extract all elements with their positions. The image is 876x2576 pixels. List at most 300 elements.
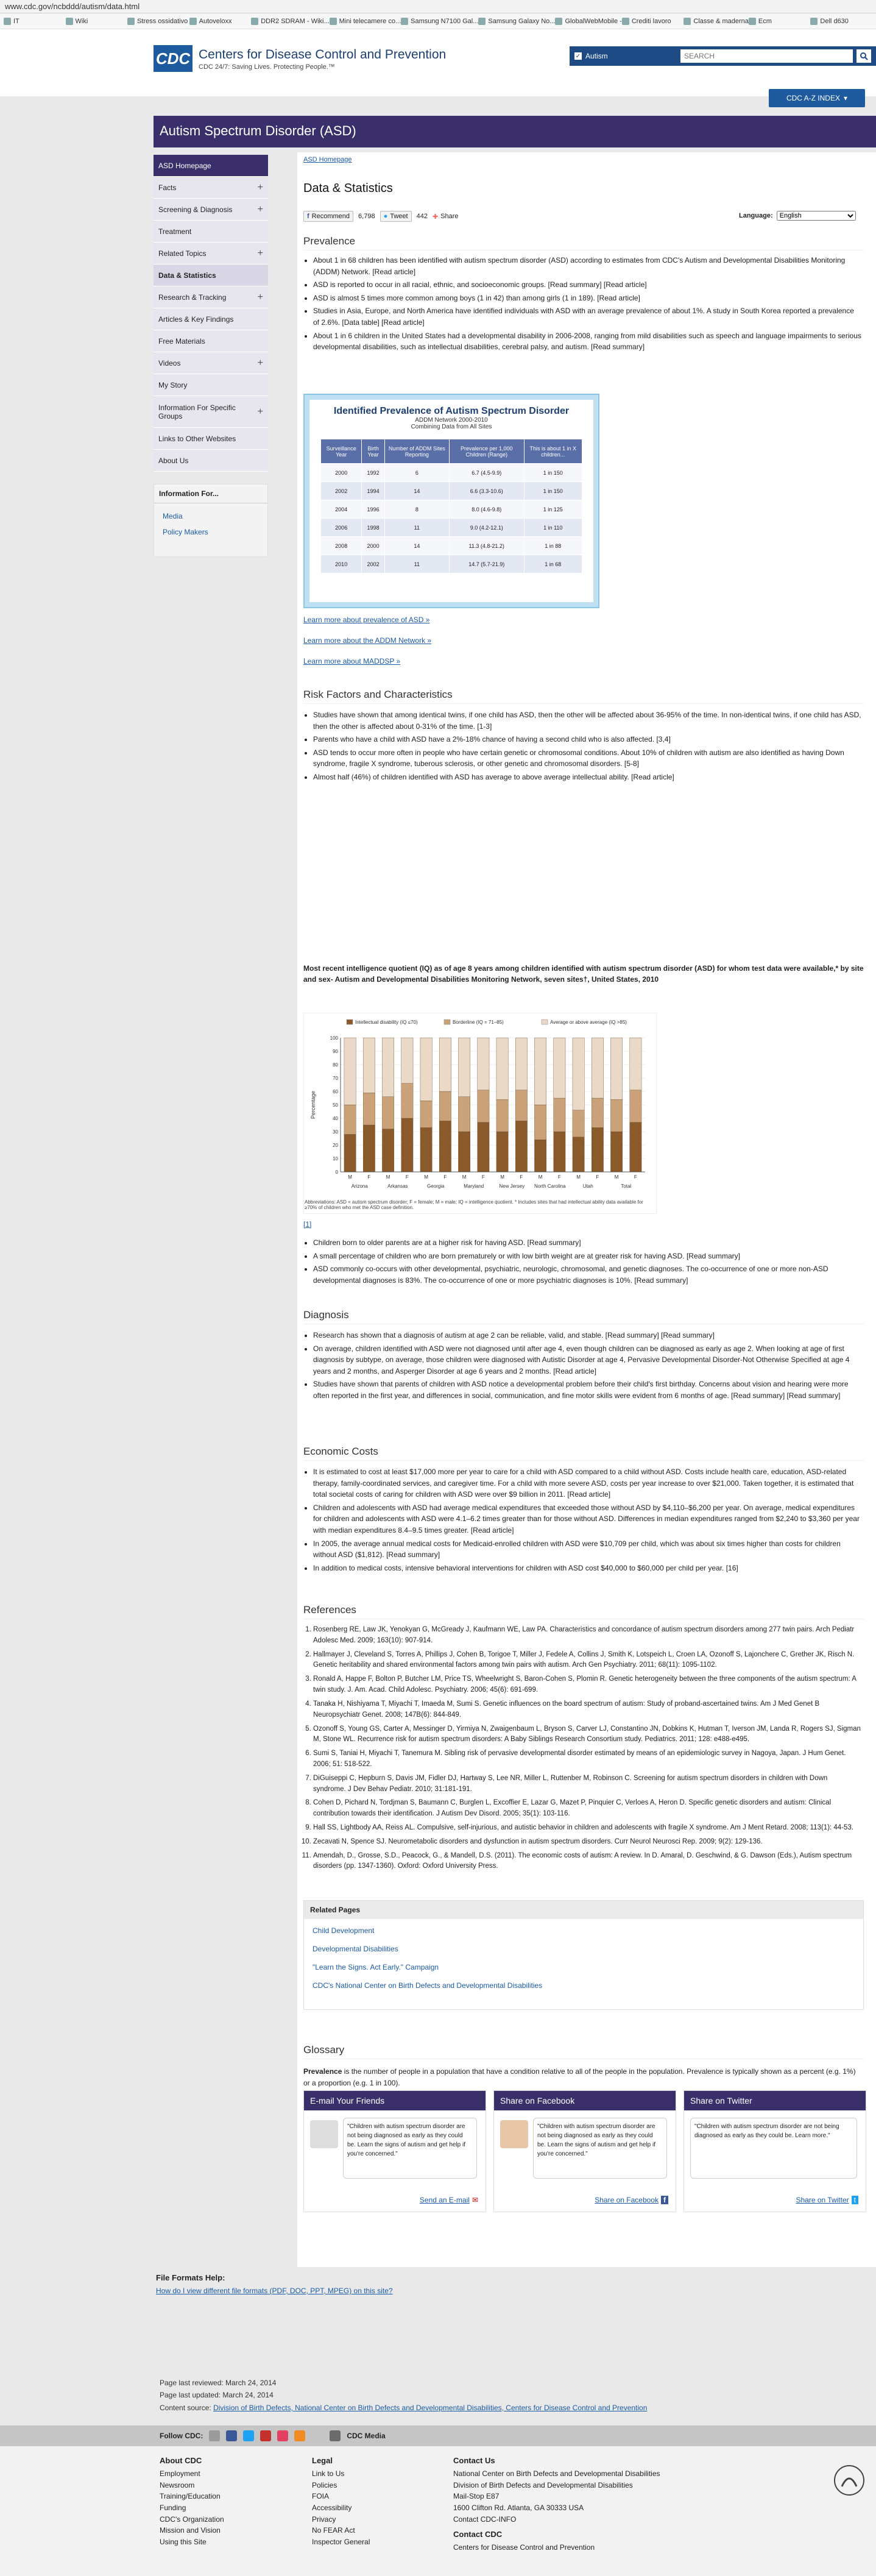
related-link-developmental-disabilities[interactable]: Developmental Disabilities [313,1945,398,1953]
list-item: • Research has shown that a diagnosis of autism at age 2 can be reliable, valid, and stable. [Read summary] [Read summary] [313,1330,861,1341]
search-scope-checkbox[interactable]: ✓ [575,52,581,60]
bookmark-favicon-icon [66,18,73,25]
twitter-share-quote: "Children with autism spectrum disorder are not being diagnosed as early as they could be. Learn more." [690,2118,857,2179]
sidebar-item[interactable] [154,352,268,374]
list-item: 2. Hallmayer J, Cleveland S, Torres A, Phillips J, Cohen B, Torigoe T, Miller J, Fedele A, Collins J, Smith K, Lotspeich L, Croen LA, Ozonoff S, Lajonchere C, Grether JK, Risch N. Genetic heritability and shared environmental factors among twin pairs with autism. Arch Gen Psychiatry. 2011; 68(11): 1095-1102. [313,1650,861,1672]
table-cell: 1 in 150 [524,464,582,482]
table-cell: 6.6 (3.3-10.6) [449,482,524,500]
sidebar-item-label: ASD Homepage [158,161,211,170]
expand-plus-icon[interactable]: + [257,247,263,258]
x-tick-label: F [557,1174,561,1180]
twitter-icon[interactable] [243,2430,254,2441]
table-row [321,464,582,482]
email-share-quote: "Children with autism spectrum disorder are not being diagnosed as early as they could be. Learn the signs of autism and get help if you're concerned." [343,2118,477,2179]
table-cell: 11 [384,519,449,537]
diagnosis-list [313,1330,861,1403]
expand-plus-icon[interactable]: + [257,182,263,193]
sidebar-item[interactable] [154,199,268,221]
x-tick-label: M [538,1174,543,1180]
risk-list-2 [313,1237,861,1288]
bar-segment [515,1090,527,1121]
flickr-icon[interactable] [277,2430,288,2441]
bookmark-item[interactable] [401,16,478,26]
bar-segment [592,1038,603,1098]
expand-plus-icon[interactable]: + [257,291,263,302]
bar-segment [382,1129,394,1172]
economic-list [313,1466,861,1575]
x-tick-label: F [367,1174,371,1180]
table-cell: 2006 [321,519,362,537]
az-index-label: CDC A-Z INDEX [786,94,840,102]
follow-label: Follow CDC: [160,2432,203,2440]
table-cell: 8 [384,500,449,519]
footer-link[interactable]: Training/Education [160,2492,221,2501]
sidebar-item[interactable] [154,177,268,199]
bookmark-item[interactable] [810,16,872,26]
bar-segment [458,1132,470,1172]
bookmark-item[interactable] [478,16,555,26]
related-pages-heading: Related Pages [304,1901,863,1919]
left-navigation [154,155,268,472]
facebook-icon[interactable] [226,2430,237,2441]
bookmark-label: Dell d630 [820,17,849,25]
information-for-heading: Information For... [154,484,267,503]
child-photo-icon [500,2120,528,2148]
site-label: Total [621,1183,632,1189]
x-tick-label: F [481,1174,485,1180]
bookmark-favicon-icon [555,18,562,25]
list-item: 4. Tanaka H, Nishiyama T, Miyachi T, Imaeda M, Sumi S. Genetic influences on the board spectrum of autism: Study of proband-ascertained twins. Am J Med Genet B Neuropsychiatr Genet. 2008; 147B(6): 844-849. [313,1699,861,1721]
x-tick-label: M [348,1174,352,1180]
sidebar-item[interactable] [154,374,268,396]
sidebar-item-label: Treatment [158,227,192,236]
share-facebook-text: Share on Facebook [595,2196,659,2204]
bar-segment [478,1123,489,1172]
sidebar-item[interactable] [154,450,268,472]
social-toolbar [303,211,459,222]
footer-link[interactable]: Accessibility [312,2503,352,2512]
list-item: • Children born to older parents are at a higher risk for having ASD. [Read summary] [313,1237,861,1249]
footer-link[interactable]: FOIA [312,2492,330,2501]
search-scope-label: Autism [585,52,608,60]
y-tick-label: 30 [333,1129,338,1135]
tweet-button[interactable] [380,211,412,222]
share-icon: ✚ [432,213,439,221]
sidebar-item[interactable] [154,264,268,286]
bar-segment [515,1121,527,1172]
table-cell: 1996 [362,500,384,519]
x-tick-label: F [596,1174,599,1180]
sidebar-item[interactable] [154,308,268,330]
sidebar-item[interactable] [154,330,268,352]
related-pages-box [303,1900,864,2010]
table-cell: 1994 [362,482,384,500]
bar-segment [573,1137,584,1172]
page-updated: Page last updated: March 24, 2014 [160,2391,274,2400]
language-selector [739,211,856,221]
bar-segment [458,1097,470,1132]
table-cell: 1 in 68 [524,555,582,573]
footer-link[interactable]: Using this Site [160,2537,207,2546]
footer-link[interactable]: 1600 Clifton Rd. Atlanta, GA 30333 USA [453,2503,584,2512]
table-row [321,555,582,573]
email-share-card [303,2090,486,2212]
footer-link[interactable]: Division of Birth Defects and Developmental Disabilities [453,2480,633,2489]
bookmark-favicon-icon [4,18,11,25]
language-select[interactable] [777,211,856,221]
y-tick-label: 0 [335,1169,338,1175]
bar-segment [592,1098,603,1127]
footer-link[interactable]: Mail-Stop E87 [453,2492,500,2501]
sidebar-item[interactable] [154,286,268,308]
bookmark-item[interactable] [66,16,128,26]
bar-segment [401,1038,413,1084]
bookmark-favicon-icon [622,18,629,25]
facebook-share-quote: "Children with autism spectrum disorder are not being diagnosed as early as they could be. Learn the signs of autism and get help if you're concerned." [533,2118,667,2179]
bookmark-item[interactable] [555,16,621,26]
bar-segment [382,1097,394,1129]
cdc-logo[interactable] [154,45,193,72]
related-link-ncbddd[interactable]: CDC's National Center on Birth Defects and Developmental Disabilities [313,1981,543,1990]
bookmark-item[interactable] [749,16,811,26]
table-cell: 2000 [321,464,362,482]
bar-segment [610,1038,622,1099]
x-tick-label: F [443,1174,447,1180]
list-item: • ASD is almost 5 times more common among boys (1 in 42) than among girls (1 in 189). [Read article] [313,293,861,304]
economic-heading: Economic Costs [303,1446,864,1461]
list-item: • Studies have shown that parents of children with ASD notice a developmental problem before their child's first birthday. Concerns about vision and hearing were more often reported in the first year, and differences in social, communication, and fine motor skills were evident from 6 months of age. [Read summary] [Read summary] [313,1378,861,1401]
footer-contact [453,2455,660,2553]
y-tick-label: 70 [333,1076,338,1081]
table-header-cell: Birth Year [362,439,384,464]
list-item: • ASD commonly co-occurs with other developmental, psychiatric, neurologic, chromosomal, and genetic diagnoses. The co-occurrence of one or more non-ASD developmental diagnoses is 83%. The co-occurrence of one or more psychiatric diagnoses is 10%. [Read summary] [313,1263,861,1286]
expand-plus-icon[interactable]: + [257,357,263,368]
table-cell: 1 in 110 [524,519,582,537]
table-cell: 2008 [321,537,362,555]
table-cell: 6 [384,464,449,482]
search-input[interactable] [680,49,853,63]
sidebar-item[interactable] [154,243,268,264]
footer-link[interactable]: Newsroom [160,2480,195,2489]
rss-icon[interactable] [294,2430,305,2441]
list-item: • On average, children identified with ASD were not diagnosed until after age 4, even though children can be diagnosed as early as age 2. When looking at age of first diagnosis by subtype, on average, those children were diagnosed with Autistic Disorder at age 4, Pervasive Developmental Disorder-Not Otherwise Specified at age 4 years and 2 months, and Asperger Disorder at age 6 years and 2 months. [Read article] [313,1343,861,1377]
bookmark-favicon-icon [189,18,197,25]
y-tick-label: 90 [333,1049,338,1054]
list-item: 3. Ronald A, Happe F, Bolton P, Butcher LM, Price TS, Wheelwright S, Baron-Cohen S, Plomin R. Genetic heterogeneity between the three components of the autism spectrum: A twin study. J. Am. Acad. Child Adolesc. Psychiatry. 2006; 45(6): 691-699. [313,1674,861,1696]
share-label: Share [440,213,459,220]
x-tick-label: M [500,1174,504,1180]
site-header [0,29,876,102]
bar-segment [554,1132,565,1172]
list-item: • Studies have shown that among identical twins, if one child has ASD, then the other will be affected about 36-95% of the time. In non-identical twins, if one child has ASD, then the other is affected about 0-31% of the time. [1-3] [313,709,861,732]
x-tick-label: M [386,1174,390,1180]
list-item: • ASD tends to occur more often in people who have certain genetic or chromosomal conditions. About 10% of children with autism are also identified as having Down syndrome, fragile X syndrome, tuberous sclerosis, or other genetic and chromosomal disorders. [5-8] [313,747,861,770]
learn-addm-link[interactable]: Learn more about the ADDM Network » [303,636,432,645]
bar-segment [363,1125,375,1172]
x-tick-label: F [520,1174,523,1180]
bar-segment [573,1038,584,1110]
footer-link[interactable]: National Center on Birth Defects and Developmental Disabilities [453,2469,660,2478]
bookmark-item[interactable] [622,16,684,26]
sidebar-item-label: Research & Tracking [158,293,227,302]
bookmark-item[interactable] [189,16,252,26]
search-button[interactable] [857,49,871,63]
bookmark-label: Ecm [758,17,772,25]
site-footer [0,2446,876,2576]
footer-link[interactable]: Privacy [312,2514,336,2524]
expand-plus-icon[interactable]: + [257,406,263,417]
twitter-icon: t [852,2196,858,2204]
expand-plus-icon[interactable]: + [257,204,263,215]
sidebar-item-label: Free Materials [158,336,205,346]
related-link-child-development[interactable]: Child Development [313,1926,375,1935]
table-row [321,500,582,519]
recommend-count: 6,798 [358,213,375,220]
content-source-label: Content source: [160,2403,214,2412]
list-item: • Almost half (46%) of children identified with ASD has average to above average intellectual ability. [Read article] [313,772,861,783]
bookmark-item[interactable] [251,16,329,26]
twitter-share-title: Share on Twitter [684,2091,866,2110]
table-header-cell: Number of ADDM Sites Reporting [384,439,449,464]
learn-maddsp-link[interactable]: Learn more about MADDSP » [303,657,401,665]
legend-label: Average or above average (IQ >85) [550,1020,627,1025]
share-button[interactable] [433,213,459,221]
send-email-text: Send an E-mail [419,2196,470,2204]
sidebar-item-label: Facts [158,183,177,192]
chevron-down-icon: ▾ [843,94,848,102]
information-for-box [154,484,268,557]
share-twitter-text: Share on Twitter [796,2196,849,2204]
site-label: Utah [582,1183,593,1189]
iq-chart [303,1013,657,1214]
table-cell: 1 in 125 [524,500,582,519]
bar-segment [420,1038,432,1101]
facebook-share-title: Share on Facebook [494,2091,676,2110]
learn-prevalence-link[interactable]: Learn more about prevalence of ASD » [303,616,430,624]
bar-segment [496,1099,508,1132]
footer-link[interactable]: Link to Us [312,2469,345,2478]
media-link[interactable]: Media [163,512,183,520]
youtube-icon[interactable] [260,2430,271,2441]
prevalence-table-title: Identified Prevalence of Autism Spectrum Disorder [333,406,570,416]
org-tagline: CDC 24/7: Saving Lives. Protecting People.™ [199,63,335,71]
list-item: 5. Ozonoff S, Young GS, Carter A, Messinger D, Yirmiya N, Zwaigenbaum L, Bryson S, Carver LJ, Constantino JN, Dobkins K, Hutman T, Iverson JM, Landa R, Rogers SJ, Sigman M, Stone WL. Recurrence risk for autism spectrum disorders: A Baby Siblings Research Consortium study. Pediatrics. 2011; 128: e488-e495. [313,1724,861,1746]
bookmark-item[interactable] [4,16,66,26]
main-content [297,152,876,2267]
file-formats-heading: File Formats Help: [156,2273,225,2282]
table-cell: 1 in 150 [524,482,582,500]
sidebar-item-label: Articles & Key Findings [158,314,234,324]
table-header-cell: Surveillance Year [321,439,362,464]
sidebar-item-label: Information For Specific Groups [158,403,236,420]
org-name: Centers for Disease Control and Prevention [199,48,447,62]
x-tick-label: M [576,1174,581,1180]
bar-segment [554,1098,565,1132]
table-cell: 11.3 (4.8-21.2) [449,537,524,555]
list-item: 11. Amendah, D., Grosse, S.D., Peacock, G., & Mandell, D.S. (2011). The economic costs of autism: A review. In D. Amaral, D. Geschwind, & G. Dawson (Eds.), Autism spectrum disorders (pp. 1347-1360). Oxford: Oxford University Press. [313,1851,861,1873]
list-item: 1. Rosenberg RE, Law JK, Yenokyan G, McGready J, Kaufmann WE, Law PA. Characteristics and concordance of autism spectrum disorders among 277 twin pairs. Arch Pediatr Adolesc Med. 2009; 163(10): 907-914. [313,1625,861,1647]
bar-segment [344,1105,356,1134]
x-tick-label: M [614,1174,619,1180]
bar-segment [401,1084,413,1118]
footer-link[interactable]: Policies [312,2480,337,2489]
breadcrumb[interactable]: ASD Homepage [303,156,352,163]
sidebar-item[interactable] [154,155,268,177]
language-label: Language: [739,212,773,219]
table-row [321,519,582,537]
prevalence-table-subtitle: ADDM Network 2000-2010 [415,417,488,424]
topic-title: Autism Spectrum Disorder (ASD) [154,116,876,147]
y-tick-label: 20 [333,1143,338,1148]
sidebar-item[interactable] [154,428,268,450]
x-tick-label: F [634,1174,637,1180]
cdc-media-link[interactable]: CDC Media [347,2432,386,2440]
bookmark-item[interactable] [127,16,189,26]
recommend-button[interactable] [303,211,353,222]
glossary-definition: is the number of people in a population that have a condition relative to all of the people in the population. Prevalence is typically shown as a percent (e.g. 1%) or a proportion (e.g. 1 in 100). [303,2067,856,2087]
footer-about [160,2455,224,2547]
footer-link[interactable]: Contact CDC-INFO [453,2514,517,2524]
footer-link[interactable]: No FEAR Act [312,2526,355,2535]
bookmark-label: IT [13,17,19,25]
site-label: Georgia [427,1183,445,1189]
legend-swatch [542,1020,548,1024]
bar-segment [420,1101,432,1127]
hhs-logo-icon [833,2464,865,2496]
related-link-learn-the-signs[interactable]: "Learn the Signs. Act Early." Campaign [313,1963,439,1971]
sidebar-item-label: Links to Other Websites [158,434,236,443]
list-item: 10. Zecavati N, Spence SJ. Neurometabolic disorders and dysfunction in autism spectrum disorders. Curr Neurol Neurosci Rep. 2009; 9(2): 129-136. [313,1837,861,1848]
page-meta [160,2377,647,2414]
page-title: Data & Statistics [303,182,393,195]
bookmark-label: DDR2 SDRAM - Wiki... [261,17,330,25]
table-cell: 11 [384,555,449,573]
bar-segment [439,1091,451,1121]
table-cell: 2010 [321,555,362,573]
footer-link[interactable]: Funding [160,2503,186,2512]
facebook-icon: f [307,213,309,220]
table-header-row [321,439,582,464]
bar-segment [478,1038,489,1090]
bookmark-label: Wiki [75,17,88,25]
sidebar-item-label: Screening & Diagnosis [158,205,233,214]
table-cell: 2002 [362,555,384,573]
list-item: 9. Hall SS, Lightbody AA, Reiss AL. Compulsive, self-injurious, and autistic behavior in children and adolescents with fragile X syndrome. Am J Ment Retard. 2008; 113(1): 44-53. [313,1823,861,1834]
bookmark-label: Samsung N7100 Gal... [411,17,479,25]
email-share-title: E-mail Your Friends [304,2091,486,2110]
footer-link[interactable]: Mission and Vision [160,2526,221,2535]
table-cell: 2004 [321,500,362,519]
bookmark-item[interactable] [330,16,401,26]
legend-swatch [347,1020,353,1024]
list-item: • In 2005, the average annual medical costs for Medicaid-enrolled children with ASD were $10,709 per child, which was about six times higher than costs for children without ASD ($1,812). [Read summary] [313,1538,861,1561]
page-reviewed: Page last reviewed: March 24, 2014 [160,2379,277,2387]
recommend-label: Recommend [311,213,350,220]
footer-link[interactable]: Inspector General [312,2537,370,2546]
bookmark-label: GlobalWebMobile - [565,17,622,25]
share-facebook-link[interactable] [595,2196,668,2204]
bookmark-favicon-icon [810,18,818,25]
bar-segment [363,1038,375,1093]
policy-makers-link[interactable]: Policy Makers [163,528,208,536]
bar-segment [496,1038,508,1099]
references-list [313,1625,861,1875]
bookmark-favicon-icon [749,18,756,25]
table-cell: 2000 [362,537,384,555]
az-index-button[interactable] [769,89,865,107]
table-cell: 8.0 (4.6-9.8) [449,500,524,519]
url-bar[interactable] [0,0,876,13]
footer-link[interactable]: Employment [160,2469,200,2478]
bookmark-label: Crediti lavoro [631,17,671,25]
prevalence-table-subtitle2: Combining Data from All Sites [411,424,492,430]
table-cell: 9.0 (4.2-12.1) [449,519,524,537]
send-email-link[interactable] [420,2196,478,2204]
y-tick-label: 50 [333,1102,338,1108]
bar-segment [534,1140,546,1172]
x-tick-label: M [424,1174,428,1180]
bar-segment [534,1105,546,1140]
y-tick-label: 80 [333,1062,338,1068]
url-text: www.cdc.gov/ncbddd/autism/data.html [5,2,140,11]
table-row [321,482,582,500]
email-icon[interactable] [209,2430,220,2441]
table-cell: 1992 [362,464,384,482]
footer-heading: Contact Us [453,2456,495,2465]
sidebar-item[interactable] [154,221,268,243]
search-icon [860,52,868,60]
bookmark-label: Samsung Galaxy No... [488,17,556,25]
file-formats-link[interactable]: How do I view different file formats (PDF, DOC, PPT, MPEG) on this site? [156,2287,393,2295]
prevalence-heading: Prevalence [303,235,864,250]
bar-segment [401,1118,413,1172]
list-item: • About 1 in 68 children has been identified with autism spectrum disorder (ASD) according to estimates from CDC's Autism and Developmental Disabilities Monitoring (ADDM) Network. [Read article] [313,255,861,277]
bar-segment [630,1090,641,1123]
list-item: • About 1 in 6 children in the United States had a developmental disability in 2006-2008, ranging from mild disabilities such as speech and language impairments to serious developmental disabilities, such as intellectual disabilities, cerebral palsy, and autism. [Read summary] [313,330,861,353]
facebook-icon: f [661,2196,668,2204]
list-item: • Parents who have a child with ASD have a 2%-18% chance of having a second child who is also affected. [3,4] [313,734,861,745]
facebook-share-card [493,2090,676,2212]
sidebar-item[interactable] [154,396,268,428]
table-cell: 6.7 (4.5-9.9) [449,464,524,482]
bookmark-favicon-icon [330,18,337,25]
bookmark-label: Stress ossidativo [137,17,188,25]
site-label: Arizona [351,1183,368,1189]
bookmark-favicon-icon [127,18,135,25]
bar-segment [478,1090,489,1123]
legend-label: Borderline (IQ = 71–85) [453,1020,504,1025]
twitter-share-card [683,2090,866,2212]
share-twitter-link[interactable] [796,2196,858,2204]
chart-reference-link[interactable]: [1] [303,1220,312,1229]
list-item: 7. DiGuiseppi C, Hepburn S, Davis JM, Fidler DJ, Hartway S, Lee NR, Miller L, Ruttenber M, Robinson C. Screening for autism spectrum disorders in children with Down syndrome. J Dev Behav Pediatr. 2010; 31:181-191. [313,1773,861,1795]
bookmark-favicon-icon [401,18,408,25]
footer-link[interactable]: CDC's Organization [160,2514,224,2524]
sidebar-item-label: My Story [158,380,188,389]
bar-segment [592,1127,603,1172]
bookmark-item[interactable] [683,16,749,26]
tweet-label: Tweet [390,213,408,220]
content-source-link[interactable]: Division of Birth Defects, National Center on Birth Defects and Developmental Disabilities, Centers for Disease Control and Prevention [213,2403,648,2412]
bar-segment [344,1038,356,1105]
list-item: 6. Sumi S, Taniai H, Miyachi T, Tanemura M. Sibling risk of pervasive developmental disorder estimated by means of an epidemiologic survey in Nagoya, Japan. J Hum Genet. 2006; 51: 518-522. [313,1748,861,1770]
prevalence-table [320,439,582,573]
iq-chart-footnote: Abbreviations: ASD = autism spectrum disorder; F = female; M = male; IQ = intelligence quotient. * Includes sites that had intellectual ability data available for ≥70% of children who met the ASD case definition. [305,1199,643,1210]
prevalence-list [313,255,861,355]
cdc-media-icon [330,2430,341,2441]
table-header-cell: Prevalence per 1,000 Children (Range) [449,439,524,464]
glossary-heading: Glossary [303,2044,864,2059]
